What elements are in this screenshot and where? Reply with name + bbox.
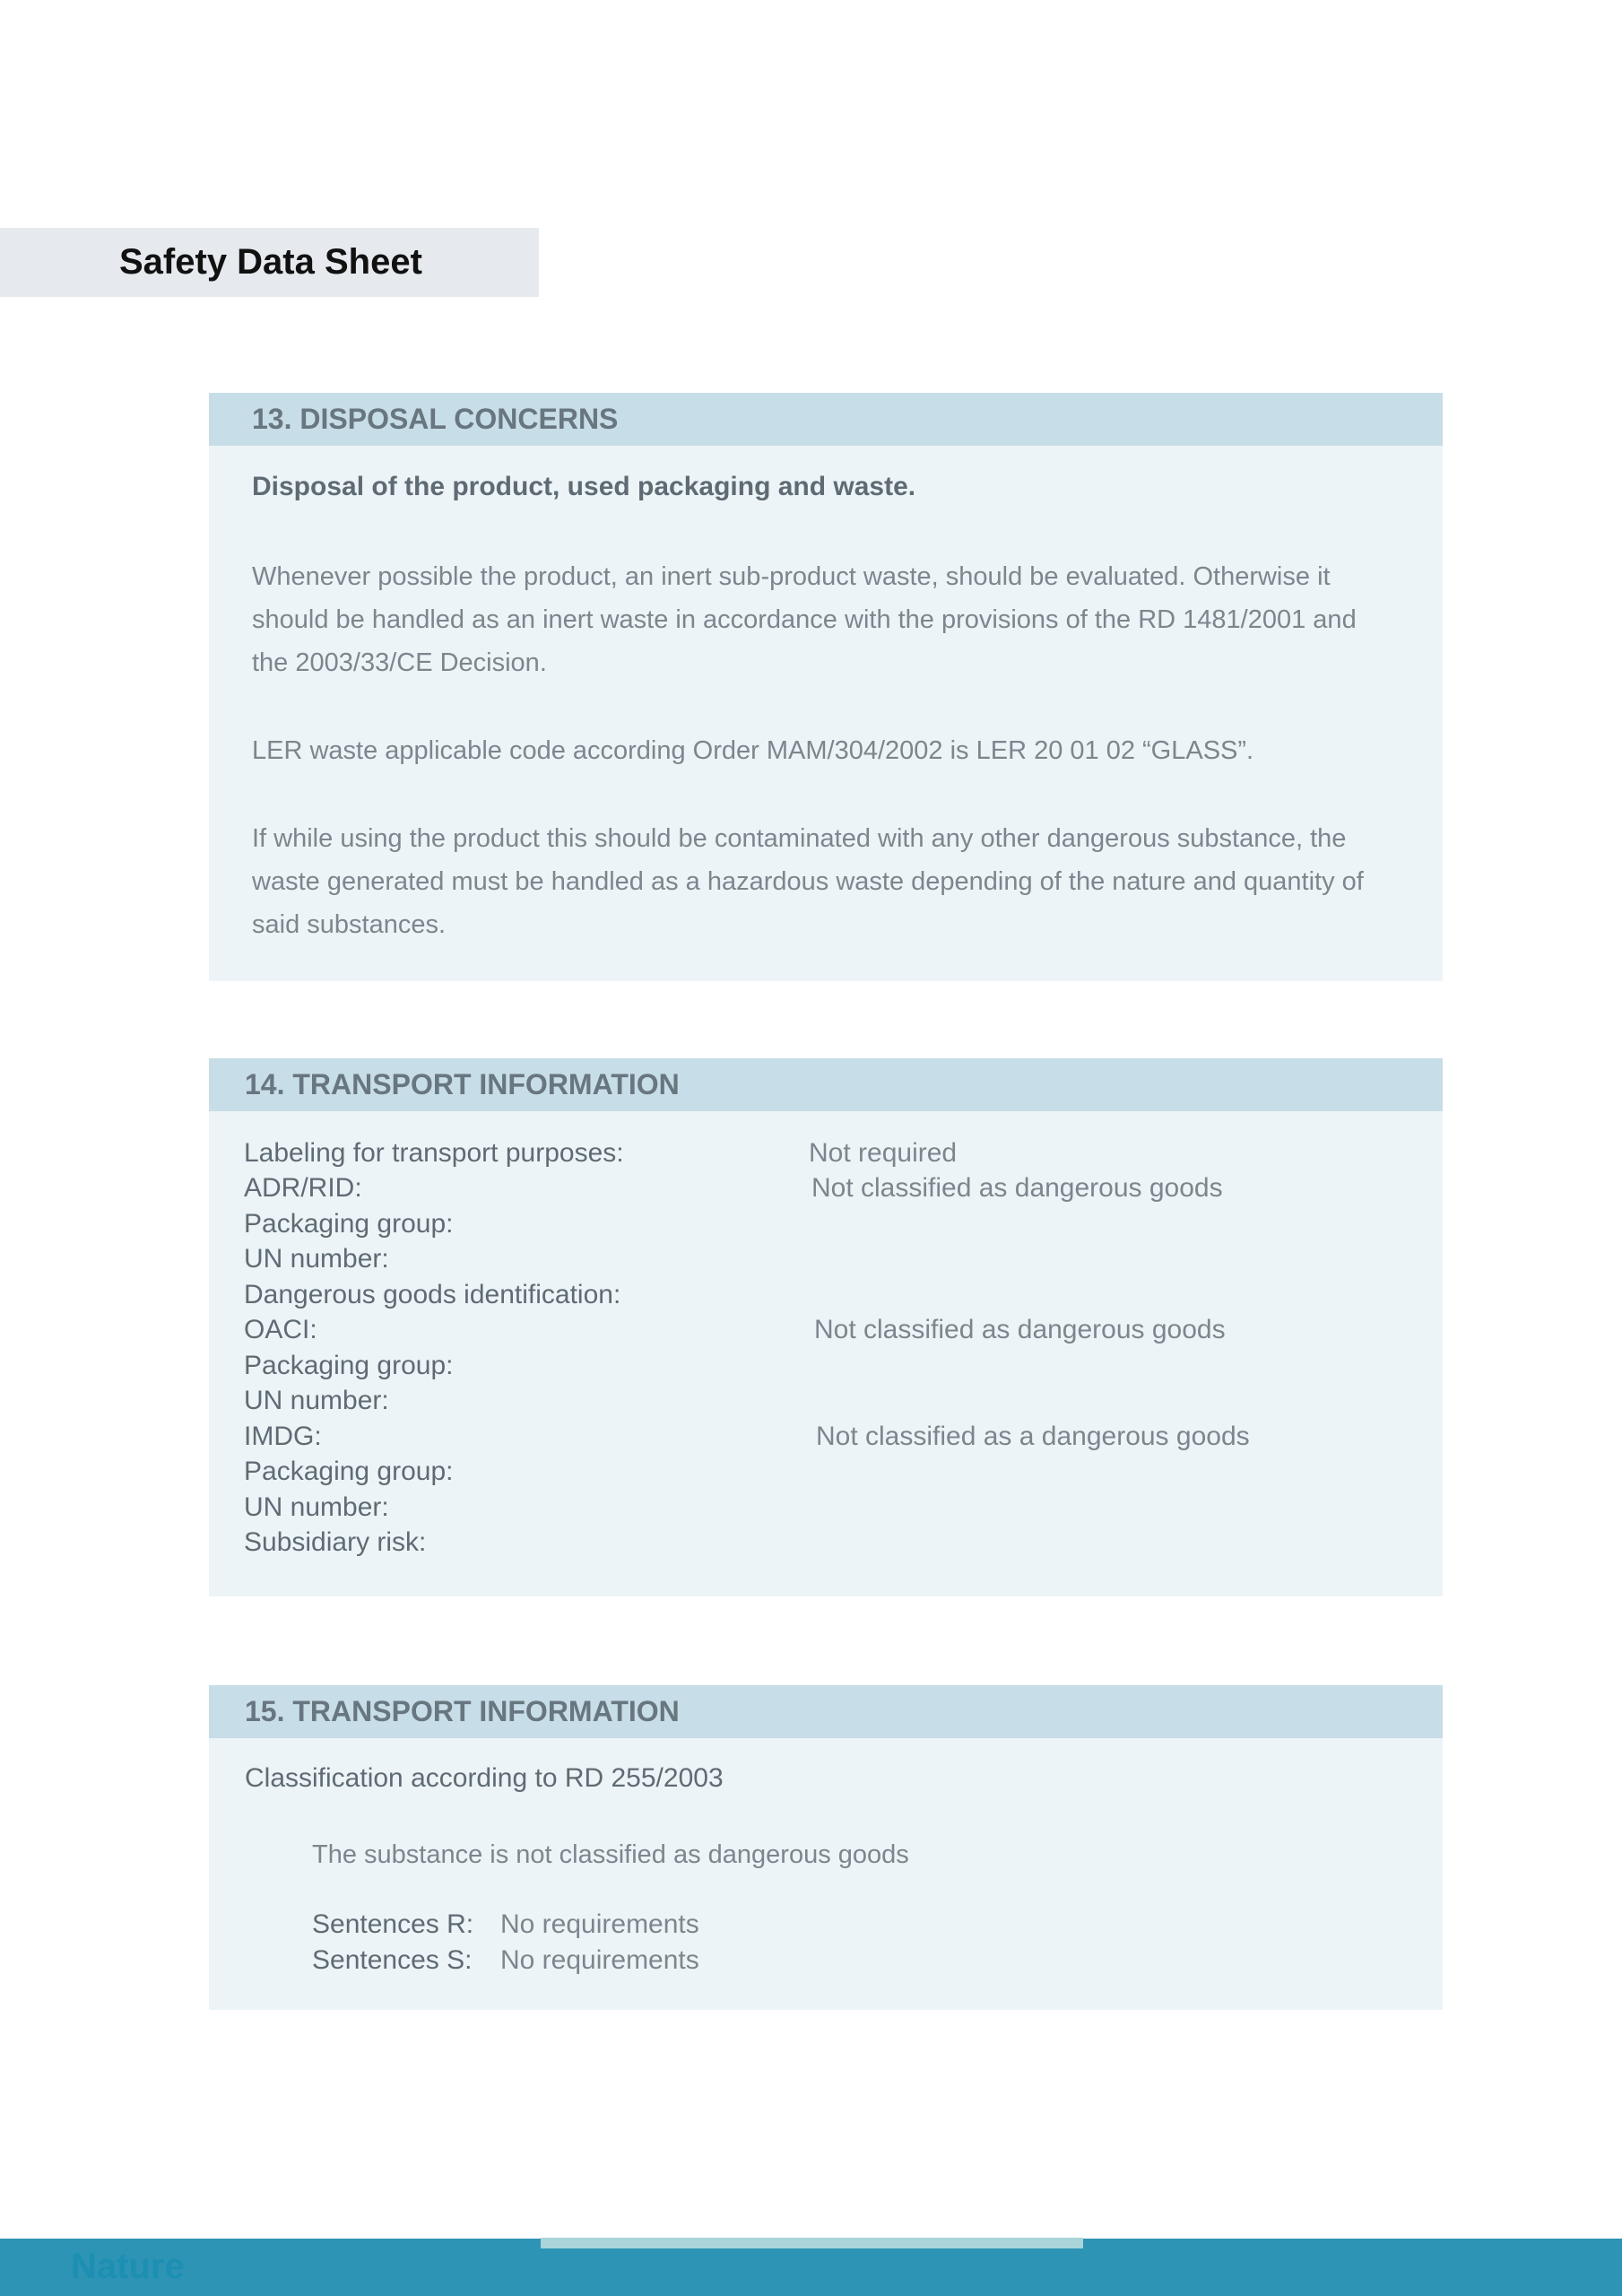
section-title: 14. TRANSPORT INFORMATION (245, 1068, 680, 1100)
row-label: OACI: (244, 1315, 317, 1344)
transport-row-imdg (244, 1419, 1250, 1454)
transport-row-packaging-group (244, 1206, 454, 1241)
row-label: UN number: (244, 1386, 389, 1415)
row-label: Packaging group: (244, 1209, 454, 1239)
row-label: Sentences S: (312, 1945, 473, 1975)
section-header (209, 1058, 1443, 1111)
row-value: Not classified as a dangerous goods (816, 1422, 1250, 1451)
section-header (209, 393, 1443, 446)
row-value: Not required (809, 1138, 958, 1168)
row-label: Packaging group: (244, 1457, 454, 1486)
transport-row-un-number (244, 1241, 389, 1276)
footer-brand-logo: Nature (71, 2247, 185, 2286)
document-title: Safety Data Sheet (119, 242, 422, 282)
transport-row-packaging-group (244, 1454, 454, 1489)
transport-row-un-number (244, 1383, 389, 1418)
transport-row-packaging-group (244, 1348, 454, 1383)
row-label: Packaging group: (244, 1351, 454, 1380)
section-disposal-concerns (209, 393, 1443, 981)
section-title: 13. DISPOSAL CONCERNS (252, 403, 619, 435)
row-label: Labeling for transport purposes: (244, 1138, 624, 1168)
row-value: No requirements (500, 1945, 699, 1975)
disposal-subtitle: Disposal of the product, used packaging and waste. (252, 472, 916, 501)
transport-row-dangerous-goods-id (244, 1277, 620, 1312)
section-transport-classification (209, 1685, 1443, 2010)
section-title: 15. TRANSPORT INFORMATION (245, 1695, 680, 1727)
document-header-tab (0, 228, 539, 297)
row-value: Not classified as dangerous goods (814, 1315, 1226, 1344)
disposal-paragraph-evaluation: Whenever possible the product, an inert sub-product waste, should be evaluated. Otherwise it should be handled as an inert waste in accordance with the provisions of the RD 1481/2001 and the 2003/33/CE Decision. (252, 562, 1357, 677)
disposal-paragraph-contamination: If while using the product this should be contaminated with any other dangerous substance, the waste generated must be handled as a hazardous waste depending of the nature and quantity of said substances. (252, 824, 1364, 939)
disposal-paragraph-ler-code: LER waste applicable code according Order MAM/304/2002 is LER 20 01 02 “GLASS”. (252, 736, 1254, 765)
transport-row-adr-rid (244, 1170, 1223, 1205)
row-label: IMDG: (244, 1422, 322, 1451)
row-value: No requirements (500, 1909, 699, 1939)
classification-subtitle: Classification according to RD 255/2003 (245, 1763, 724, 1793)
row-label: Dangerous goods identification: (244, 1280, 621, 1309)
section-transport-information (209, 1058, 1443, 1596)
row-label: Sentences R: (312, 1909, 474, 1939)
sentence-row-s (312, 1943, 699, 1978)
transport-row-labeling (244, 1135, 958, 1170)
transport-row-oaci (244, 1312, 1226, 1347)
transport-row-subsidiary-risk (244, 1525, 426, 1560)
row-label: UN number: (244, 1244, 389, 1274)
transport-row-un-number (244, 1490, 389, 1525)
sentence-row-r (312, 1907, 699, 1942)
row-label: UN number: (244, 1492, 389, 1522)
classification-statement: The substance is not classified as dangerous goods (312, 1840, 909, 1869)
row-value: Not classified as dangerous goods (811, 1173, 1223, 1203)
row-label: Subsidiary risk: (244, 1527, 427, 1557)
footer-accent-bar (541, 2238, 1083, 2248)
section-header (209, 1685, 1443, 1738)
row-label: ADR/RID: (244, 1173, 362, 1203)
